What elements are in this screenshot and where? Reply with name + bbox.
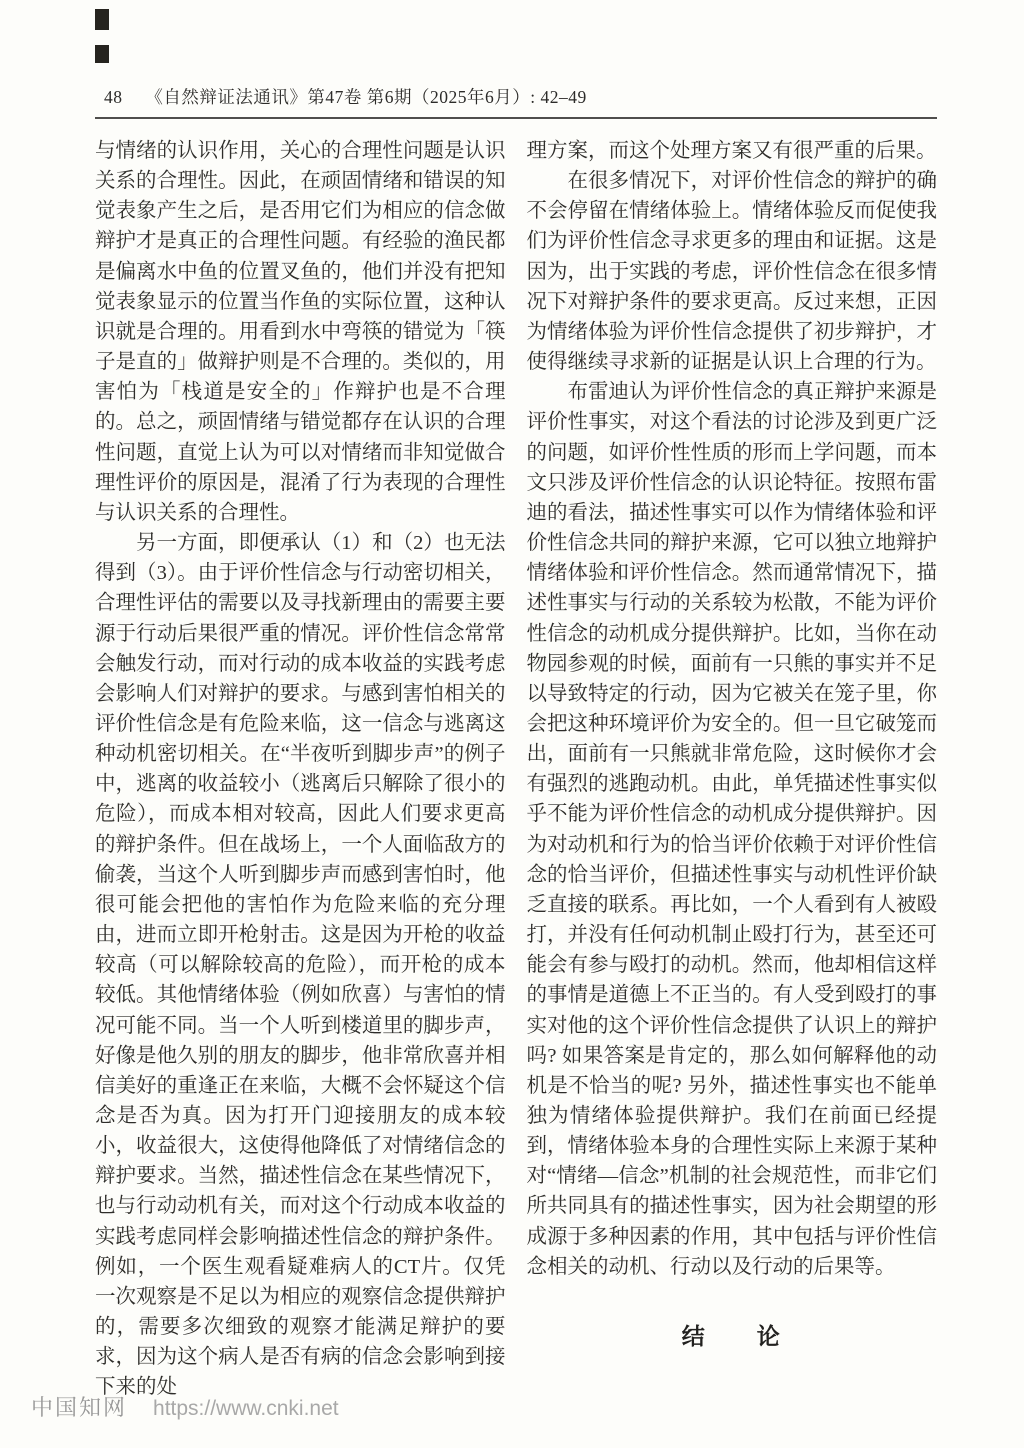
cnki-watermark-url: https://www.cnki.net	[153, 1397, 339, 1420]
paragraph: 布雷迪认为评价性信念的真正辩护来源是评价性事实，对这个看法的讨论涉及到更广泛的问题，如评价性性质的形而上学问题，而本文只涉及评价性信念的认识论特征。按照布雷迪的看法，描述性事实可以作为情绪体验和评价性信念共同的辩护来源，它可以独立地辩护情绪体验和评价性信念。然而通常情况下，描述性事实与行动的关系较为松散，不能为评价性信念的动机成分提供辩护。比如，当你在动物园参观的时候，面前有一只熊的事实并不足以导致特定的行动，因为它被关在笼子里，你会把这种环境评价为安全的。但一旦它破笼而出，面前有一只熊就非常危险，这时候你才会有强烈的逃跑动机。由此，单凭描述性事实似乎不能为评价性信念的动机成分提供辩护。因为对动机和行为的恰当评价依赖于对评价性信念的恰当评价，但描述性事实与动机性评价缺乏直接的联系。再比如，一个人看到有人被殴打，并没有任何动机制止殴打行为，甚至还可能会有参与殴打的动机。然而，他却相信这样的事情是道德上不正当的。有人受到殴打的事实对他的这个评价性信念提供了认识上的辩护吗? 如果答案是肯定的，那么如何解释他的动机是不恰当的呢? 另外，描述性事实也不能单独为情绪体验提供辩护。我们在前面已经提到，情绪体验本身的合理性实际上来源于某种对“情绪—信念”机制的社会规范性，而非它们所共同具有的描述性事实，因为社会期望的形成源于多种因素的作用，其中包括与评价性信念相关的动机、行动以及行动的后果等。	[526, 381, 937, 1278]
header-rule	[95, 117, 937, 119]
paragraph: 理方案，而这个处理方案又有很严重的后果。	[526, 140, 937, 162]
right-column	[527, 136, 938, 1403]
left-column	[95, 136, 506, 1403]
page-header	[104, 84, 934, 109]
watermark-footer	[31, 1391, 339, 1422]
article-body	[95, 136, 937, 1403]
paragraph: 另一方面，即便承认（1）和（2）也无法得到（3）。由于评价性信念与行动密切相关，合理性评估的需要以及寻找新理由的需要主要源于行动后果很严重的情况。评价性信念常常会触发行动，而对行动的成本收益的实践考虑会影响人们对辩护的要求。与感到害怕相关的评价性信念是有危险来临，这一信念与逃离这种动机密切相关。在“半夜听到脚步声”的例子中，逃离的收益较小（逃离后只解除了很小的危险），而成本相对较高，因此人们要求更高的辩护条件。但在战场上，一个人面临敌方的偷袭，当这个人听到脚步声而感到害怕时，他很可能会把他的害怕作为危险来临的充分理由，进而立即开枪射击。这是因为开枪的收益较高（可以解除较高的危险），而开枪的成本较低。其他情绪体验（例如欣喜）与害怕的情况可能不同。当一个人听到楼道里的脚步声，好像是他久别的朋友的脚步，他非常欣喜并相信美好的重逢正在来临，大概不会怀疑这个信念是否为真。因为打开门迎接朋友的成本较小，收益很大，这使得他降低了对情绪信念的辩护要求。当然，描述性信念在某些情况下，也与行动动机有关，而对这个行动成本收益的实践考虑同样会影响描述性信念的辩护条件。例如，一个医生观看疑难病人的CT片。仅凭一次观察是不足以为相应的观察信念提供辩护的，需要多次细致的观察才能满足辩护的要求，因为这个病人是否有病的信念会影响到接下来的处	[95, 532, 506, 1399]
cnki-watermark-text: 中国知网	[31, 1395, 128, 1420]
scan-artifact	[95, 9, 109, 30]
scan-artifact	[95, 45, 109, 63]
paragraph: 与情绪的认识作用，关心的合理性问题是认识关系的合理性。因此，在顽固情绪和错误的知觉表象产生之后，是否用它们为相应的信念做辩护才是真正的合理性问题。有经验的渔民都是偏离水中鱼的位置叉鱼的，他们并没有把知觉表象显示的位置当作鱼的实际位置，这种认识就是合理的。用看到水中弯筷的错觉为「筷子是直的」做辩护则是不合理的。类似的，用害怕为「栈道是安全的」作辩护也是不合理的。总之，顽固情绪与错觉都存在认识的合理性问题，直觉上认为可以对情绪而非知觉做合理性评价的原因是，混淆了行为表现的合理性与认识关系的合理性。	[95, 140, 506, 524]
journal-citation: 《自然辩证法通讯》第47卷 第6期（2025年6月）: 42–49	[145, 87, 587, 107]
section-heading: 结 论	[681, 1323, 782, 1349]
paragraph: 在很多情况下，对评价性信念的辩护的确不会停留在情绪体验上。情绪体验反而促使我们为评价性信念寻求更多的理由和证据。这是因为，出于实践的考虑，评价性信念在很多情况下对辩护条件的要求更高。反过来想，正因为情绪体验为评价性信念提供了初步辩护，才使得继续寻求新的证据是认识上合理的行为。	[526, 170, 937, 374]
page-number: 48	[104, 87, 123, 107]
